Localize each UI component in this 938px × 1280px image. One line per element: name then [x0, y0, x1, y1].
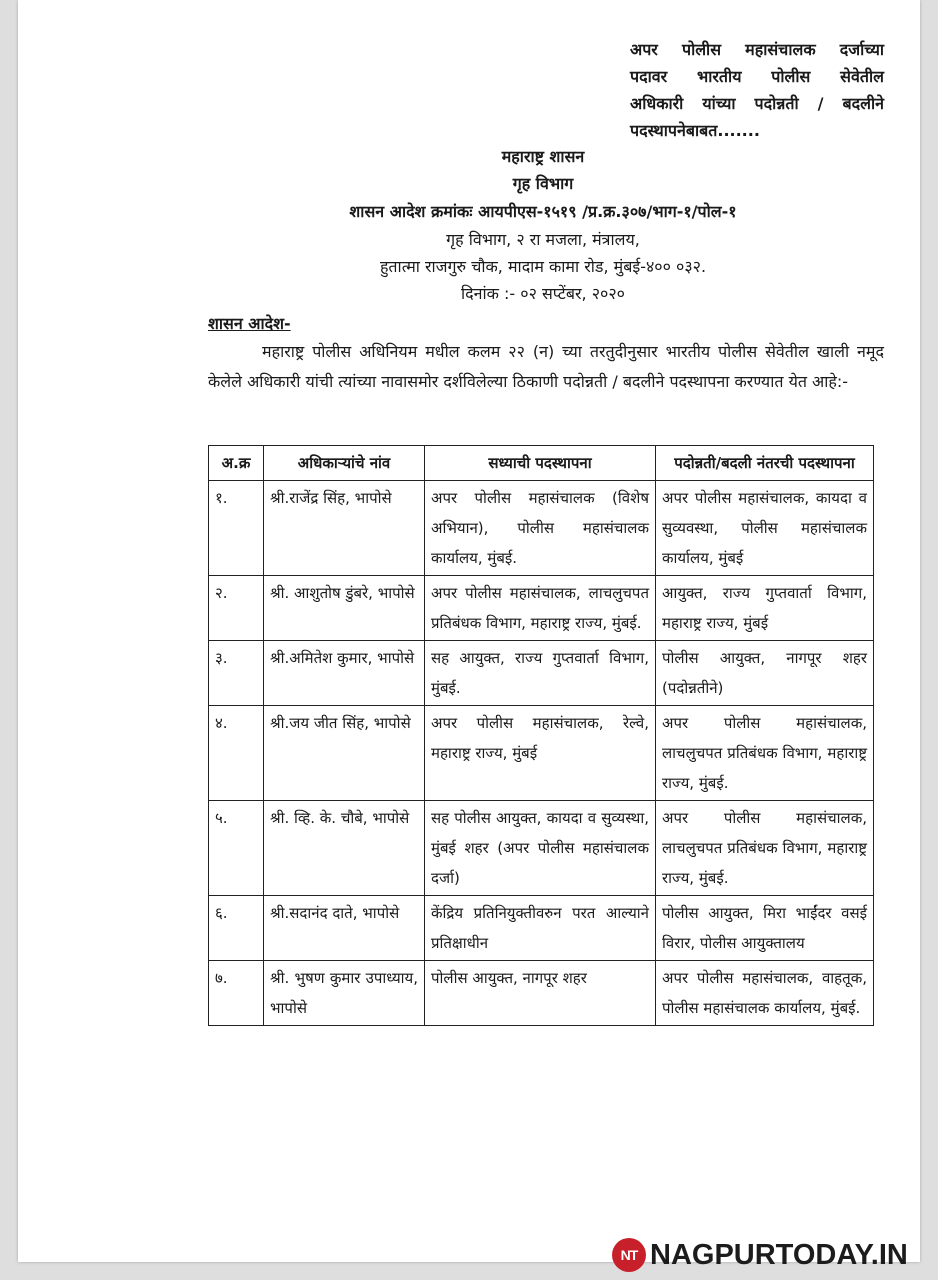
table-row [209, 706, 874, 801]
table-row [209, 481, 874, 576]
document-page [18, 0, 920, 1262]
new-posting-cell: अपर पोलीस महासंचालक, कायदा व सुव्यवस्था, पोलीस महासंचालक कार्यालय, मुंबई [656, 481, 874, 576]
order-heading: शासन आदेश- [208, 314, 291, 333]
government-name: महाराष्ट्र शासन [501, 147, 585, 166]
header-new-posting: पदोन्नती/बदली नंतरची पदस्थापना [656, 446, 874, 481]
new-posting-cell: पोलीस आयुक्त, नागपूर शहर (पदोन्नतीने) [656, 641, 874, 706]
table-header-row [209, 446, 874, 481]
order-paragraph: महाराष्ट्र पोलीस अधिनियम मधील कलम २२ (न) च्या तरतुदीनुसार भारतीय पोलीस सेवेतील खाली नमूद केलेले अधिकारी यांची त्यांच्या नावासमोर दर्शविलेल्या ठिकाणी पदोन्नती / बदलीने पदस्थापना करण्यात येत आहे:- [208, 342, 884, 391]
new-posting-cell: अपर पोलीस महासंचालक, लाचलुचपत प्रतिबंधक विभाग, महाराष्ट्र राज्य, मुंबई. [656, 801, 874, 896]
header-current-posting: सध्याची पदस्थापना [425, 446, 656, 481]
new-posting-cell: आयुक्त, राज्य गुप्तवार्ता विभाग, महाराष्ट्र राज्य, मुंबई [656, 576, 874, 641]
new-posting-cell: अपर पोलीस महासंचालक, वाहतूक, पोलीस महासंचालक कार्यालय, मुंबई. [656, 961, 874, 1026]
current-posting-cell: सह पोलीस आयुक्त, कायदा व सुव्यस्था, मुंबई शहर (अपर पोलीस महासंचालक दर्जा) [425, 801, 656, 896]
header-officer-name: अधिकाऱ्यांचे नांव [264, 446, 425, 481]
serial-cell: ४. [209, 706, 264, 801]
nt-logo-icon: NT [612, 1238, 646, 1272]
current-posting-cell: केंद्रिय प्रतिनियुक्तीवरुन परत आल्याने प्रतिक्षाधीन [425, 896, 656, 961]
serial-cell: २. [209, 576, 264, 641]
serial-cell: ५. [209, 801, 264, 896]
subject-line: अपर पोलीस महासंचालक दर्जाच्या [630, 40, 884, 59]
watermark [612, 1237, 908, 1273]
officer-name-cell: श्री.सदानंद दाते, भापोसे [264, 896, 425, 961]
serial-cell: १. [209, 481, 264, 576]
current-posting-cell: अपर पोलीस महासंचालक, रेल्वे, महाराष्ट्र राज्य, मुंबई [425, 706, 656, 801]
officer-name-cell: श्री. व्हि. के. चौबे, भापोसे [264, 801, 425, 896]
subject-line: पदावर भारतीय पोलीस सेवेतील [630, 67, 884, 86]
officer-name-cell: श्री.राजेंद्र सिंह, भापोसे [264, 481, 425, 576]
postings-table [208, 445, 874, 1026]
current-posting-cell: अपर पोलीस महासंचालक (विशेष अभियान), पोलीस महासंचालक कार्यालय, मुंबई. [425, 481, 656, 576]
current-posting-cell: सह आयुक्त, राज्य गुप्तवार्ता विभाग, मुंबई. [425, 641, 656, 706]
current-posting-cell: अपर पोलीस महासंचालक, लाचलुचपत प्रतिबंधक विभाग, महाराष्ट्र राज्य, मुंबई. [425, 576, 656, 641]
subject-block [630, 36, 884, 144]
officer-name-cell: श्री.जय जीत सिंह, भापोसे [264, 706, 425, 801]
table-row [209, 641, 874, 706]
order-number: शासन आदेश क्रमांकः आयपीएस-१५१९ /प्र.क्र.३०७/भाग-१/पोल-१ [349, 202, 737, 221]
address-line-2: हुतात्मा राजगुरु चौक, मादाम कामा रोड, मुंबई-४०० ०३२. [379, 257, 707, 276]
watermark-site-name: NAGPURTODAY.IN [650, 1238, 908, 1271]
new-posting-cell: अपर पोलीस महासंचालक, लाचलुचपत प्रतिबंधक विभाग, महाराष्ट्र राज्य, मुंबई. [656, 706, 874, 801]
address-line-1: गृह विभाग, २ रा मजला, मंत्रालय, [446, 230, 640, 249]
table-row [209, 961, 874, 1026]
header-serial: अ.क्र [209, 446, 264, 481]
serial-cell: ६. [209, 896, 264, 961]
officer-name-cell: श्री.अमितेश कुमार, भापोसे [264, 641, 425, 706]
table-row [209, 576, 874, 641]
department-name: गृह विभाग [512, 174, 574, 193]
officer-name-cell: श्री. आशुतोष डुंबरे, भापोसे [264, 576, 425, 641]
order-date: दिनांक :- ०२ सप्टेंबर, २०२० [460, 284, 626, 303]
table-row [209, 896, 874, 961]
current-posting-cell: पोलीस आयुक्त, नागपूर शहर [425, 961, 656, 1026]
officer-name-cell: श्री. भुषण कुमार उपाध्याय, भापोसे [264, 961, 425, 1026]
serial-cell: ३. [209, 641, 264, 706]
subject-line: अधिकारी यांच्या पदोन्नती / बदलीने [630, 94, 884, 113]
serial-cell: ७. [209, 961, 264, 1026]
subject-line: पदस्थापनेबाबत....... [630, 121, 760, 140]
table-row [209, 801, 874, 896]
new-posting-cell: पोलीस आयुक्त, मिरा भाईंदर वसई विरार, पोलीस आयुक्तालय [656, 896, 874, 961]
